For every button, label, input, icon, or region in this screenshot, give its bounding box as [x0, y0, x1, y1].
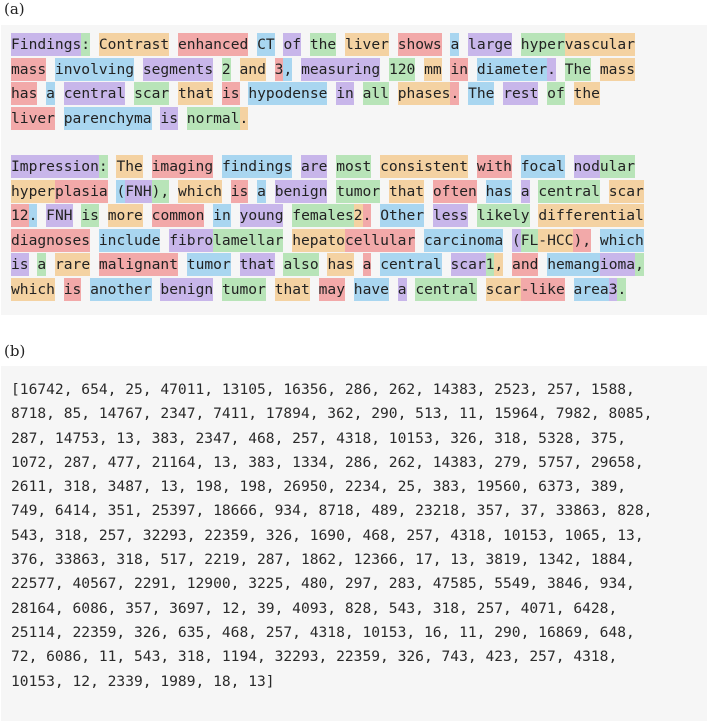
token: carcinoma	[424, 229, 503, 252]
token: 12	[11, 204, 29, 227]
token: findings	[222, 155, 292, 178]
token: is	[160, 107, 178, 130]
token: normal	[187, 107, 240, 130]
token: hyper	[11, 180, 55, 203]
token: has	[11, 82, 37, 105]
token: ),	[573, 229, 591, 252]
token: have	[354, 278, 389, 301]
token: ,	[283, 58, 292, 81]
token: shows	[398, 33, 442, 56]
token: -like	[521, 278, 565, 301]
token: a	[257, 180, 266, 203]
token: area	[574, 278, 609, 301]
token: differential	[538, 204, 643, 227]
token: mass	[11, 58, 46, 81]
token: that	[178, 82, 213, 105]
token: focal	[521, 155, 565, 178]
token: and	[512, 253, 538, 276]
token: parenchyma	[64, 107, 152, 130]
token: of	[283, 33, 301, 56]
token: are	[301, 155, 327, 178]
token: another	[90, 278, 152, 301]
token: large	[468, 33, 512, 56]
token-id-line: 2611, 318, 3487, 13, 198, 198, 26950, 2234, 25, 383, 19560, 6373, 389,	[11, 478, 627, 496]
token: tumor	[336, 180, 380, 203]
token: a	[450, 33, 459, 56]
token: often	[433, 180, 477, 203]
token: 3	[609, 278, 618, 301]
token: Findings	[11, 33, 81, 56]
token: scar	[609, 180, 644, 203]
token: imaging	[152, 155, 214, 178]
token: the	[310, 33, 336, 56]
token: (	[512, 229, 521, 252]
token: The	[116, 155, 142, 178]
token: a	[37, 253, 46, 276]
token: which	[11, 278, 55, 301]
token: tumor	[187, 253, 231, 276]
token: has	[486, 180, 512, 203]
token: ,	[635, 253, 644, 276]
token-id-line: 8718, 85, 14767, 2347, 7411, 17894, 362, 290, 513, 11, 15964, 7982, 8085,	[11, 405, 653, 423]
token: cellular	[345, 229, 415, 252]
token: is	[231, 180, 249, 203]
token-id-line: 749, 6414, 351, 25397, 18666, 934, 8718, 489, 23218, 357, 37, 33863, 828,	[11, 502, 653, 520]
token: ioma	[600, 253, 635, 276]
token: segments	[143, 58, 213, 81]
token: .	[450, 82, 459, 105]
token: is	[222, 82, 240, 105]
token: the	[574, 82, 600, 105]
token: -HCC	[538, 229, 573, 252]
token: FNH	[125, 180, 151, 203]
token: phases	[398, 82, 451, 105]
token: ,	[494, 253, 503, 276]
token: 3	[275, 58, 284, 81]
token: Other	[380, 204, 424, 227]
token: hyper	[521, 33, 565, 56]
token: :	[99, 155, 108, 178]
token: a	[398, 278, 407, 301]
token-ids-panel	[1, 366, 707, 721]
token: in	[336, 82, 354, 105]
token: consistent	[380, 155, 468, 178]
token: vascular	[565, 33, 635, 56]
token-id-list	[11, 378, 701, 694]
token: tumor	[222, 278, 266, 301]
token: in	[450, 58, 468, 81]
token: lamellar	[213, 229, 283, 252]
token: is	[64, 278, 82, 301]
token: less	[433, 204, 468, 227]
token-id-line: 287, 14753, 13, 383, 2347, 468, 257, 4318, 10153, 326, 318, 5328, 375,	[11, 429, 627, 447]
token: of	[547, 82, 565, 105]
token: is	[81, 204, 99, 227]
token: hepato	[292, 229, 345, 252]
token: involving	[55, 58, 134, 81]
token: nod	[574, 155, 600, 178]
token: Contrast	[99, 33, 169, 56]
token: plasia	[55, 180, 108, 203]
token: central	[64, 82, 126, 105]
token: which	[600, 229, 644, 252]
token: scar	[486, 278, 521, 301]
token: young	[240, 204, 284, 227]
token-id-line: 22577, 40567, 2291, 12900, 3225, 480, 297, 283, 47585, 5549, 3846, 934,	[11, 575, 635, 593]
token: is	[11, 253, 29, 276]
token: .	[547, 58, 556, 81]
token: enhanced	[178, 33, 248, 56]
token: a	[521, 180, 530, 203]
token: likely	[477, 204, 530, 227]
token: .	[29, 204, 38, 227]
token: all	[363, 82, 389, 105]
token: FNH	[46, 204, 72, 227]
token: ular	[600, 155, 635, 178]
token: fibro	[169, 229, 213, 252]
token: diagnoses	[11, 229, 90, 252]
token: (	[116, 180, 125, 203]
token: The	[468, 82, 494, 105]
token: rest	[503, 82, 538, 105]
token: CT	[257, 33, 275, 56]
token: a	[46, 82, 55, 105]
token: 2	[222, 58, 231, 81]
token: also	[283, 253, 318, 276]
token: central	[380, 253, 442, 276]
token: Impression	[11, 155, 99, 178]
token: central	[538, 180, 600, 203]
token: The	[565, 58, 591, 81]
token: liver	[345, 33, 389, 56]
token: common	[152, 204, 205, 227]
token: diameter	[477, 58, 547, 81]
token: FL	[521, 229, 539, 252]
token-id-line: 10153, 12, 2339, 1989, 18, 13]	[11, 672, 275, 690]
token: mass	[600, 58, 635, 81]
impression-paragraph	[11, 155, 701, 302]
token: liver	[11, 107, 55, 130]
token: central	[415, 278, 477, 301]
token: mm	[424, 58, 442, 81]
token: a	[363, 253, 372, 276]
token: measuring	[301, 58, 380, 81]
token: scar	[134, 82, 169, 105]
token: .	[617, 278, 626, 301]
token: most	[336, 155, 371, 178]
token: hemang	[547, 253, 600, 276]
token: in	[213, 204, 231, 227]
token-id-line: 72, 6086, 11, 543, 318, 1194, 32293, 22359, 326, 743, 423, 257, 4318,	[11, 648, 618, 666]
token: 1	[486, 253, 495, 276]
panel-a-caption: (a)	[4, 0, 25, 18]
token: that	[275, 278, 310, 301]
token: malignant	[99, 253, 178, 276]
token: that	[389, 180, 424, 203]
token-id-line: [16742, 654, 25, 47011, 13105, 16356, 286, 262, 14383, 2523, 257, 1588,	[11, 381, 635, 398]
panel-b-caption: (b)	[4, 342, 26, 360]
token: and	[240, 58, 266, 81]
token-id-line: 376, 33863, 318, 517, 2219, 287, 1862, 12366, 17, 13, 3819, 1342, 1884,	[11, 551, 635, 569]
token: benign	[160, 278, 213, 301]
token: that	[240, 253, 275, 276]
token: include	[99, 229, 161, 252]
token: with	[477, 155, 512, 178]
token: ),	[152, 180, 170, 203]
findings-paragraph	[11, 33, 701, 131]
token: 2	[354, 204, 363, 227]
token: .	[240, 107, 249, 130]
token: rare	[55, 253, 90, 276]
token-id-line: 1072, 287, 477, 21164, 13, 383, 1334, 286, 262, 14383, 279, 5757, 29658,	[11, 453, 644, 471]
token: more	[108, 204, 143, 227]
token: may	[319, 278, 345, 301]
token: hypodense	[248, 82, 327, 105]
token: 120	[389, 58, 415, 81]
token-id-line: 28164, 6086, 357, 3697, 12, 39, 4093, 828, 543, 318, 257, 4071, 6428,	[11, 599, 618, 617]
token: which	[178, 180, 222, 203]
token: :	[81, 33, 90, 56]
token-id-line: 543, 318, 257, 32293, 22359, 326, 1690, 468, 257, 4318, 10153, 1065, 13,	[11, 526, 644, 544]
tokenized-text-panel	[1, 25, 707, 315]
token: scar	[451, 253, 486, 276]
token: females	[292, 204, 354, 227]
token-id-line: 25114, 22359, 326, 635, 468, 257, 4318, 10153, 16, 11, 290, 16869, 648,	[11, 623, 635, 641]
token: .	[363, 204, 372, 227]
token: benign	[275, 180, 328, 203]
token: has	[327, 253, 353, 276]
